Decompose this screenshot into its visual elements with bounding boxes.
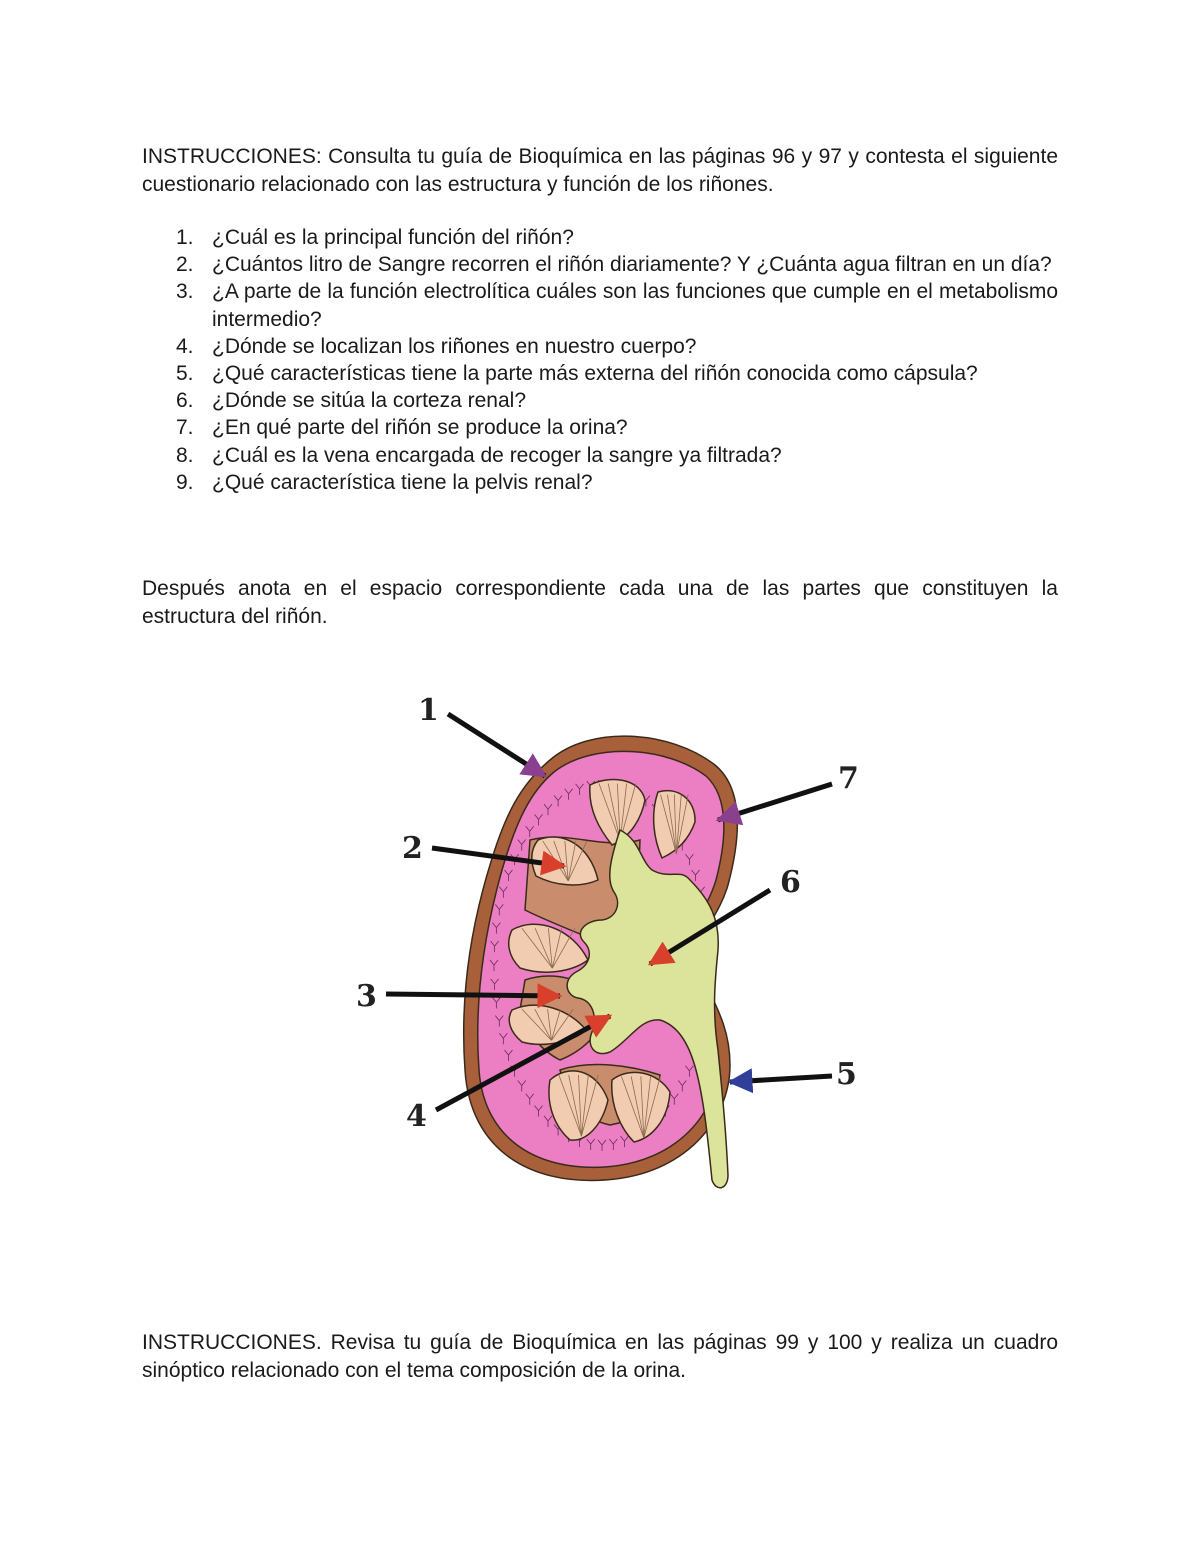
label-6: 6 <box>780 865 801 900</box>
list-item <box>142 387 1058 414</box>
arrow-3 <box>386 994 560 996</box>
question-text: ¿Dónde se localizan los riñones en nuestro cuerpo? <box>212 334 697 358</box>
instructions-paragraph-2: Después anota en el espacio correspondiente cada una de las partes que constituyen la estructura del riñón. <box>142 577 1058 628</box>
question-text: ¿Cuál es la vena encargada de recoger la sangre ya filtrada? <box>212 443 782 467</box>
list-item <box>142 251 1058 278</box>
question-text: ¿Cuántos litro de Sangre recorren el riñón diariamente? Y ¿Cuánta agua filtran en un día? <box>212 253 1052 277</box>
list-item <box>142 278 1058 332</box>
label-2: 2 <box>402 831 423 866</box>
label-1: 1 <box>418 693 439 728</box>
list-number: 5. <box>176 362 194 386</box>
list-number: 3. <box>176 280 194 304</box>
list-item <box>142 224 1058 251</box>
list-item <box>142 360 1058 387</box>
label-4: 4 <box>406 1099 427 1134</box>
list-item <box>142 414 1058 441</box>
kidney-diagram <box>340 680 880 1200</box>
question-list <box>142 224 1058 496</box>
arrow-1 <box>448 714 545 776</box>
list-number: 1. <box>176 226 194 249</box>
list-item <box>142 442 1058 469</box>
question-text: ¿Dónde se sitúa la corteza renal? <box>212 389 527 413</box>
list-number: 4. <box>176 334 194 358</box>
list-number: 7. <box>176 416 194 440</box>
question-text: ¿En qué parte del riñón se produce la orina? <box>212 416 628 440</box>
instructions-paragraph-3: INSTRUCCIONES. Revisa tu guía de Bioquímica en las páginas 99 y 100 y realiza un cuadro sinóptico relacionado con el tema composición de la orina. <box>142 1331 1058 1382</box>
label-3: 3 <box>356 979 377 1014</box>
list-item <box>142 333 1058 360</box>
instructions-paragraph-1: INSTRUCCIONES: Consulta tu guía de Bioquímica en las páginas 96 y 97 y contesta el siguiente cuestionario relacionado con las estructura y función de los riñones. <box>142 145 1058 196</box>
label-7: 7 <box>838 761 859 796</box>
list-number: 8. <box>176 443 194 467</box>
question-text: ¿Qué característica tiene la pelvis renal? <box>212 470 593 494</box>
list-number: 2. <box>176 253 194 277</box>
question-text: ¿Qué características tiene la parte más externa del riñón conocida como cápsula? <box>212 362 978 386</box>
arrow-5 <box>730 1076 832 1082</box>
list-number: 6. <box>176 389 194 413</box>
label-5: 5 <box>836 1057 857 1092</box>
question-text: ¿A parte de la función electrolítica cuáles son las funciones que cumple en el metabolismo intermedio? <box>212 280 1058 331</box>
question-text: ¿Cuál es la principal función del riñón? <box>212 226 574 249</box>
list-number: 9. <box>176 470 194 494</box>
list-item <box>142 469 1058 496</box>
